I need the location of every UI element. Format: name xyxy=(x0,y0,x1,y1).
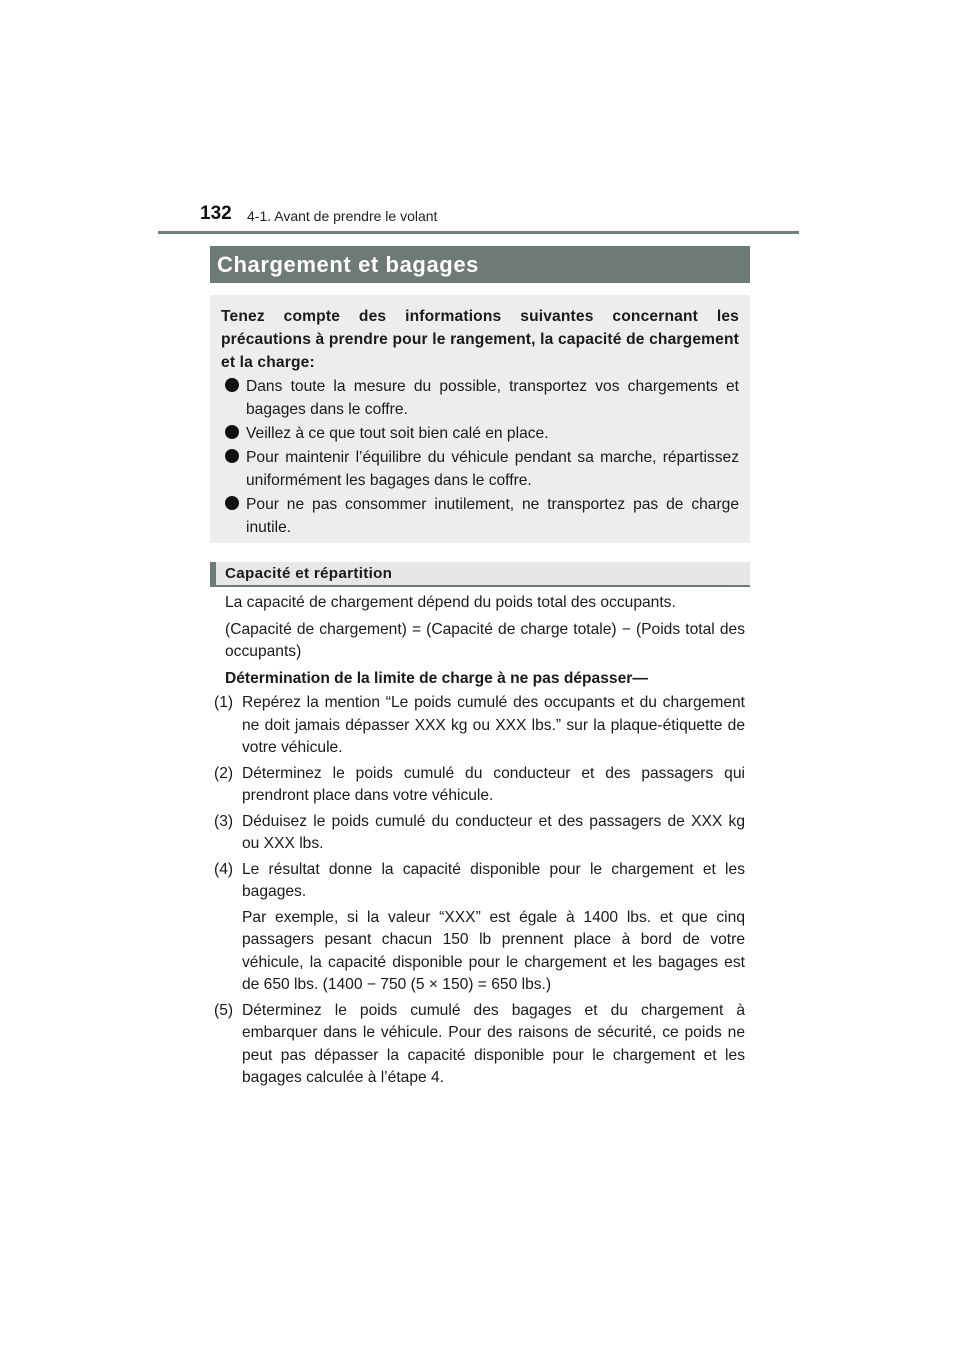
formula-paragraph: (Capacité de chargement) = (Capacité de charge totale) − (Poids total des occupants) xyxy=(225,620,745,660)
section-title-bar xyxy=(210,246,750,283)
subheading-bar xyxy=(210,562,750,587)
body-content xyxy=(212,592,745,1093)
list-item-text: Pour maintenir l’équilibre du véhicule pendant sa marche, répartissez uniformément les bagages dans le coffre. xyxy=(246,449,739,489)
step-number: (3) xyxy=(214,812,234,830)
step-item xyxy=(212,811,745,856)
bold-heading: Détermination de la limite de charge à ne pas dépasser— xyxy=(225,669,648,687)
list-item xyxy=(221,422,739,445)
step-text: Le résultat donne la capacité disponible pour le chargement et les bagages. xyxy=(242,860,745,900)
section-reference: 4-1. Avant de prendre le volant xyxy=(247,208,438,224)
paragraph: La capacité de chargement dépend du poids total des occupants. xyxy=(225,594,676,611)
step-item xyxy=(212,692,745,760)
step-number: (4) xyxy=(214,860,234,878)
list-item-text: Veillez à ce que tout soit bien calé en place. xyxy=(246,425,549,442)
bullet-icon xyxy=(225,378,239,392)
step-text: Déterminez le poids cumulé du conducteur et des passagers qui prendront place dans votre véhicule. xyxy=(242,764,745,804)
example-note: Par exemple, si la valeur “XXX” est égale à 1400 lbs. et que cinq passagers pesant chacun 150 lb prennent place à bord de votre véhicule, la capacité disponible pour le chargement et les bagages est de 650 lbs. (1400 − 750 (5 × 150) = 650 lbs.) xyxy=(242,908,745,993)
step-item xyxy=(212,763,745,808)
step-text: Déterminez le poids cumulé des bagages et du chargement à embarquer dans le véhicule. Pour des raisons de sécurité, ce poids ne peut pas dépasser la capacité disponible pour le chargement et les bagages calculée à l’étape 4. xyxy=(242,1001,745,1086)
step-item xyxy=(212,1000,745,1090)
step-number: (1) xyxy=(214,694,234,711)
bullet-icon xyxy=(225,449,239,463)
list-item xyxy=(221,375,739,421)
step-text: Déduisez le poids cumulé du conducteur et des passagers de XXX kg ou XXX lbs. xyxy=(242,812,745,852)
header-divider xyxy=(158,231,799,234)
intro-text: Tenez compte des informations suivantes concernant les précautions à prendre pour le rangement, la capacité de chargement et la charge: xyxy=(221,308,739,371)
section-title: Chargement et bagages xyxy=(217,252,480,277)
list-item-text: Dans toute la mesure du possible, transportez vos chargements et bagages dans le coffre. xyxy=(246,378,739,418)
bullet-icon xyxy=(225,425,239,439)
step-text: Repérez la mention “Le poids cumulé des occupants et du chargement ne doit jamais dépasser XXX kg ou XXX lbs.” sur la plaque-étiquette de votre véhicule. xyxy=(242,694,745,756)
subheading-title: Capacité et répartition xyxy=(225,565,393,582)
page-number: 132 xyxy=(200,203,232,224)
bullet-icon xyxy=(225,496,239,510)
list-item-text: Pour ne pas consommer inutilement, ne transportez pas de charge inutile. xyxy=(246,496,739,536)
intro-box xyxy=(210,295,750,543)
page-header xyxy=(0,0,960,240)
list-item xyxy=(221,493,739,539)
precautions-list xyxy=(221,375,739,539)
list-item xyxy=(221,446,739,492)
step-number: (2) xyxy=(214,764,234,782)
step-item xyxy=(212,859,745,904)
step-number: (5) xyxy=(214,1001,234,1019)
